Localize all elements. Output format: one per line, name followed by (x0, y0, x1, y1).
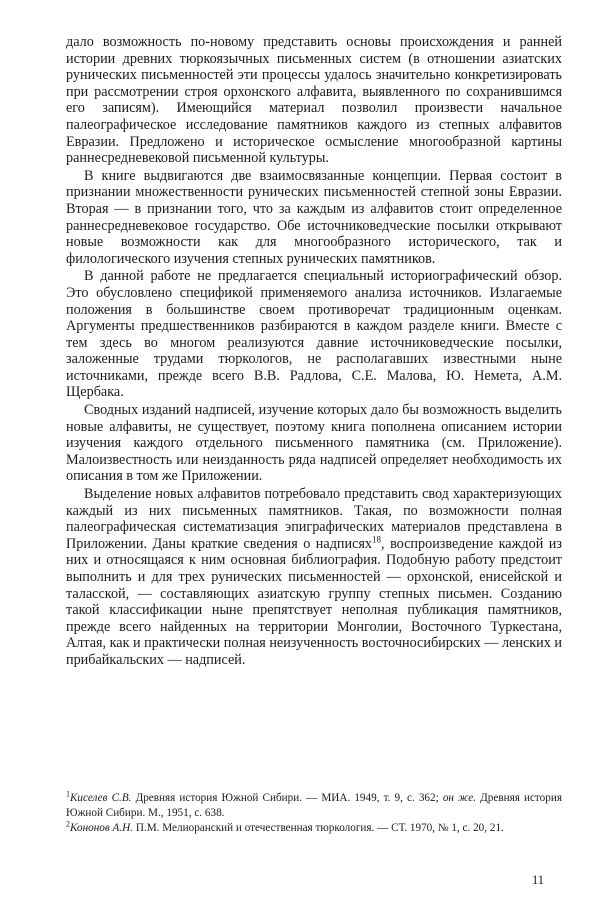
paragraph: В данной работе не предлагается специальный историографический обзор. Это обусловлено спецификой применяемого анализа источников. Излагаемые положения в большинстве своем противоречат традиционным оценкам. Аргументы предшественников разбираются в каждом разделе книги. Вместе с тем здесь во многом реализуются давние источниковедческие посылки, заложенные трудами тюркологов, не располагавших известными ныне источниками, прежде всего В.В. Радлова, С.Е. Малова, Ю. Немета, А.М. Щербака. (66, 268, 562, 401)
footnote-text: Древняя история Южной Сибири. — МИА. 1949, т. 9, с. 362; (131, 792, 443, 804)
footnote-text: П.М. Мелиоранский и отечественная тюркология. — СТ. 1970, № 1, с. 20, 21. (133, 822, 504, 835)
paragraph-text: Выделение новых алфавитов потребовало представить свод характеризующих каждый из них письменных памятников. Такая, по возможности полная палеографическая систематизация эпиграфических материалов представлена в Приложении. Даны краткие сведения о надписях (66, 486, 562, 552)
footnote-author: Кононов А.Н. (70, 822, 134, 835)
page-body (66, 34, 562, 669)
paragraph: Сводных изданий надписей, изучение которых дало бы возможность выделить новые алфавиты, не существует, поэтому книга пополнена описанием истории изучения каждого отдельного письменного памятника (см. Приложение). Малоизвестность или неизданность ряда надписей определяет необходимость их описания в том же Приложении. (66, 402, 562, 485)
footnote (66, 791, 562, 821)
footnote (66, 821, 562, 836)
footnote-italic: он же. (442, 792, 477, 804)
paragraph: В книге выдвигаются две взаимосвязанные концепции. Первая состоит в признании множественности рунических письменностей степной зоны Евразии. Вторая — в признании того, что за каждым из алфавитов стоит определенное раннесредневековое государство. Обе источниковедческие посылки открывают новые возможности как для многообразного исторического, так и филологического изучения степных рунических памятников. (66, 167, 562, 267)
paragraph: дало возможность по-новому представить основы происхождения и ранней истории древних тюркоязычных письменных систем (в отношении азиатских рунических письменностей эти процессы удалось значительно конкретизировать при рассмотрении строя орхонского алфавита, выявленного по сохранившимся его записям). Имеющийся материал позволил произвести начальное палеографическое исследование памятников каждого из степных алфавитов Евразии. Предложено и историческое осмысление многообразной картины раннесредневековой письменной культуры. (66, 34, 562, 167)
footnote-number: 2 (66, 819, 70, 829)
footnote-text: Древняя история Южной Сибири. М., 1951, с. 638. (66, 792, 562, 820)
footnotes (66, 791, 562, 837)
footnote-number: 1 (66, 789, 70, 799)
footnote-reference: 18 (372, 534, 382, 545)
paragraph (66, 486, 562, 669)
footnote-author: Киселев С.В. (70, 792, 132, 804)
paragraph-text: , воспроизведение каждой из них и относящаяся к ним основная библиография. Подобную работу предстоит выполнить и для трех рунических письменностей — орхонской, енисейской и таласской, — составляющих азиатскую группу степных письмен. Созданию такой классификации ныне препятствует неполная публикация памятников, прежде всего найденных на территории Монголии, Восточного Туркестана, Алтая, как и практически полная неизученность восточносибирских — ленских и прибайкальских — надписей. (66, 535, 562, 668)
page-number: 11 (532, 873, 545, 887)
